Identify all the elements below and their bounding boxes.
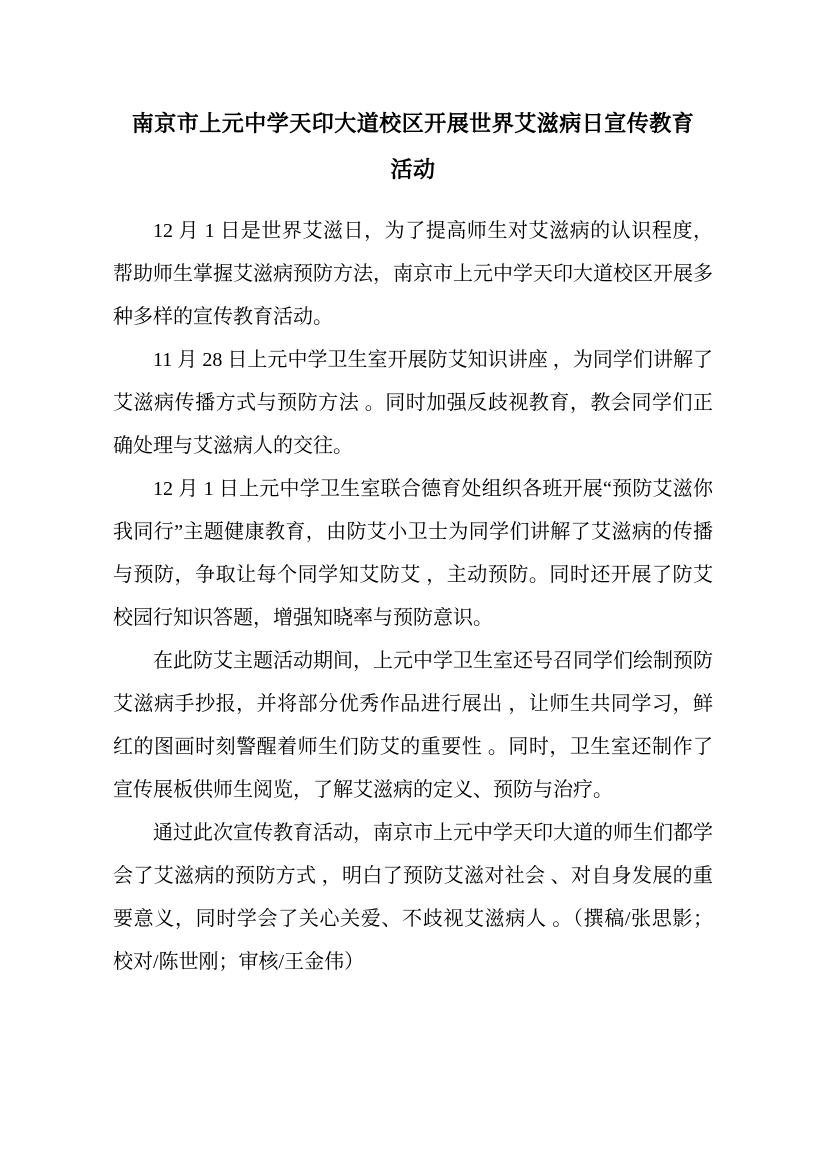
paragraph-lecture: 11 月 28 日上元中学卫生室开展防艾知识讲座 ，为同学们讲解了艾滋病传播方式与预防方法 。同时加强反歧视教育，教会同学们正确处理与艾滋病人的交往。 [113,349,713,457]
document-body [113,210,713,984]
paragraph-intro: 12 月 1 日是世界艾滋日，为了提高师生对艾滋病的认识程度，帮助师生掌握艾滋病预防方法，南京市上元中学天印大道校区开展多种多样的宣传教育活动。 [113,220,713,328]
document-title-line-2: 活动 [390,157,436,182]
document-title [113,101,713,193]
document-title-line-1: 南京市上元中学天印大道校区开展世界艾滋病日宣传教育 [131,111,695,136]
paragraph-handcopy-posters: 在此防艾主题活动期间，上元中学卫生室还号召同学们绘制预防艾滋病手抄报，并将部分优秀作品进行展出 ，让师生共同学习，鲜红的图画时刻警醒着师生们防艾的重要性 。同时，卫生室还制作了宣传展板供师生阅览，了解艾滋病的定义、预防与治疗。 [113,650,713,801]
paragraph-theme-education: 12 月 1 日上元中学卫生室联合德育处组织各班开展“预防艾滋你我同行”主题健康教育，由防艾小卫士为同学们讲解了艾滋病的传播与预防，争取让每个同学知艾防艾 ，主动预防。同时还开展了防艾校园行知识答题，增强知晓率与预防意识。 [113,478,713,629]
paragraph-conclusion: 通过此次宣传教育活动，南京市上元中学天印大道的师生们都学会了艾滋病的预防方式 ，明白了预防艾滋对社会 、对自身发展的重要意义，同时学会了关心关爱、不歧视艾滋病人 。（撰稿/张思影；校对/陈世刚；审核/王金伟） [113,822,713,973]
